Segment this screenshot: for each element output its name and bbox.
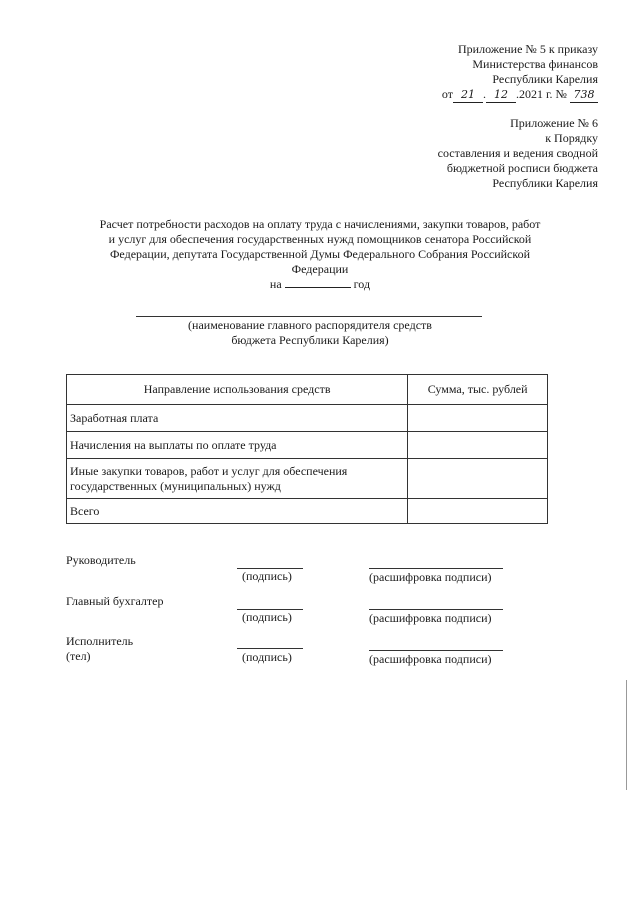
year-blank — [285, 287, 351, 288]
column-header-direction: Направление использования средств — [67, 375, 408, 405]
table-row — [67, 459, 548, 499]
row-value-salary — [408, 405, 548, 432]
accountant-decode-caption: (расшифровка подписи) — [369, 611, 492, 625]
title-year-line — [40, 277, 600, 292]
row-label-other-purchases: Иные закупки товаров, работ и услуг для обеспечения государственных (муниципальных) нужд — [67, 459, 408, 499]
executor-decode-caption: (расшифровка подписи) — [369, 652, 492, 666]
date-separator: . — [482, 87, 486, 101]
appendix-6-line: Приложение № 6 — [510, 116, 598, 130]
executor-phone-label: (тел) — [66, 649, 91, 663]
distributor-caption-line-2: бюджета Республики Карелия) — [231, 333, 389, 347]
executor-signature-line — [237, 648, 303, 649]
order-number: 738 — [570, 87, 598, 103]
compilation-line: составления и ведения сводной — [437, 146, 598, 160]
distributor-caption — [110, 318, 510, 348]
row-value-accruals — [408, 432, 548, 459]
row-label-salary: Заработная плата — [67, 405, 408, 432]
head-role-label: Руководитель — [66, 553, 136, 567]
head-decode-line — [369, 568, 503, 569]
appendix-6-header — [298, 116, 598, 191]
head-decode-caption: (расшифровка подписи) — [369, 570, 492, 584]
executor-sign-caption: (подпись) — [242, 650, 292, 664]
table-row — [67, 405, 548, 432]
procedure-line: к Порядку — [545, 131, 598, 145]
expense-table — [66, 374, 548, 524]
order-date-line — [298, 87, 598, 103]
document-title — [40, 217, 600, 292]
accountant-role-label: Главный бухгалтер — [66, 594, 164, 608]
title-line-1: Расчет потребности расходов на оплату труда с начислениями, закупки товаров, работ — [99, 217, 541, 231]
year-suffix: год — [353, 277, 371, 291]
column-header-amount: Сумма, тыс. рублей — [408, 375, 548, 405]
table-row — [67, 432, 548, 459]
head-sign-caption: (подпись) — [242, 569, 292, 583]
year-prefix: на — [269, 277, 282, 291]
republic-line: Республики Карелия — [492, 72, 598, 86]
budget-list-line: бюджетной росписи бюджета — [446, 161, 598, 175]
title-line-2: и услуг для обеспечения государственных нужд помощников сенатора Российской — [108, 232, 532, 246]
date-prefix: от — [441, 87, 453, 101]
accountant-sign-caption: (подпись) — [242, 610, 292, 624]
executor-decode-line — [369, 650, 503, 651]
date-day: 21 — [453, 87, 483, 103]
executor-role-label: Исполнитель — [66, 634, 134, 648]
appendix-5-line: Приложение № 5 к приказу — [458, 42, 598, 56]
ministry-line: Министерства финансов — [472, 57, 598, 71]
table-row — [67, 499, 548, 524]
table-header-row — [67, 375, 548, 405]
title-line-4: Федерации — [291, 262, 349, 276]
republic-line-2: Республики Карелия — [492, 176, 598, 190]
row-label-total: Всего — [67, 499, 408, 524]
date-month: 12 — [486, 87, 516, 103]
distributor-caption-line-1: (наименование главного распорядителя средств — [188, 318, 432, 332]
accountant-decode-line — [369, 609, 503, 610]
row-label-accruals: Начисления на выплаты по оплате труда — [67, 432, 408, 459]
distributor-name-line — [136, 316, 482, 317]
row-value-other-purchases — [408, 459, 548, 499]
date-suffix: .2021 г. № — [515, 87, 567, 101]
appendix-5-header — [298, 42, 598, 103]
scan-edge-mark — [626, 680, 627, 790]
title-line-3: Федерации, депутата Государственной Думы Федерального Собрания Российской — [109, 247, 531, 261]
row-value-total — [408, 499, 548, 524]
